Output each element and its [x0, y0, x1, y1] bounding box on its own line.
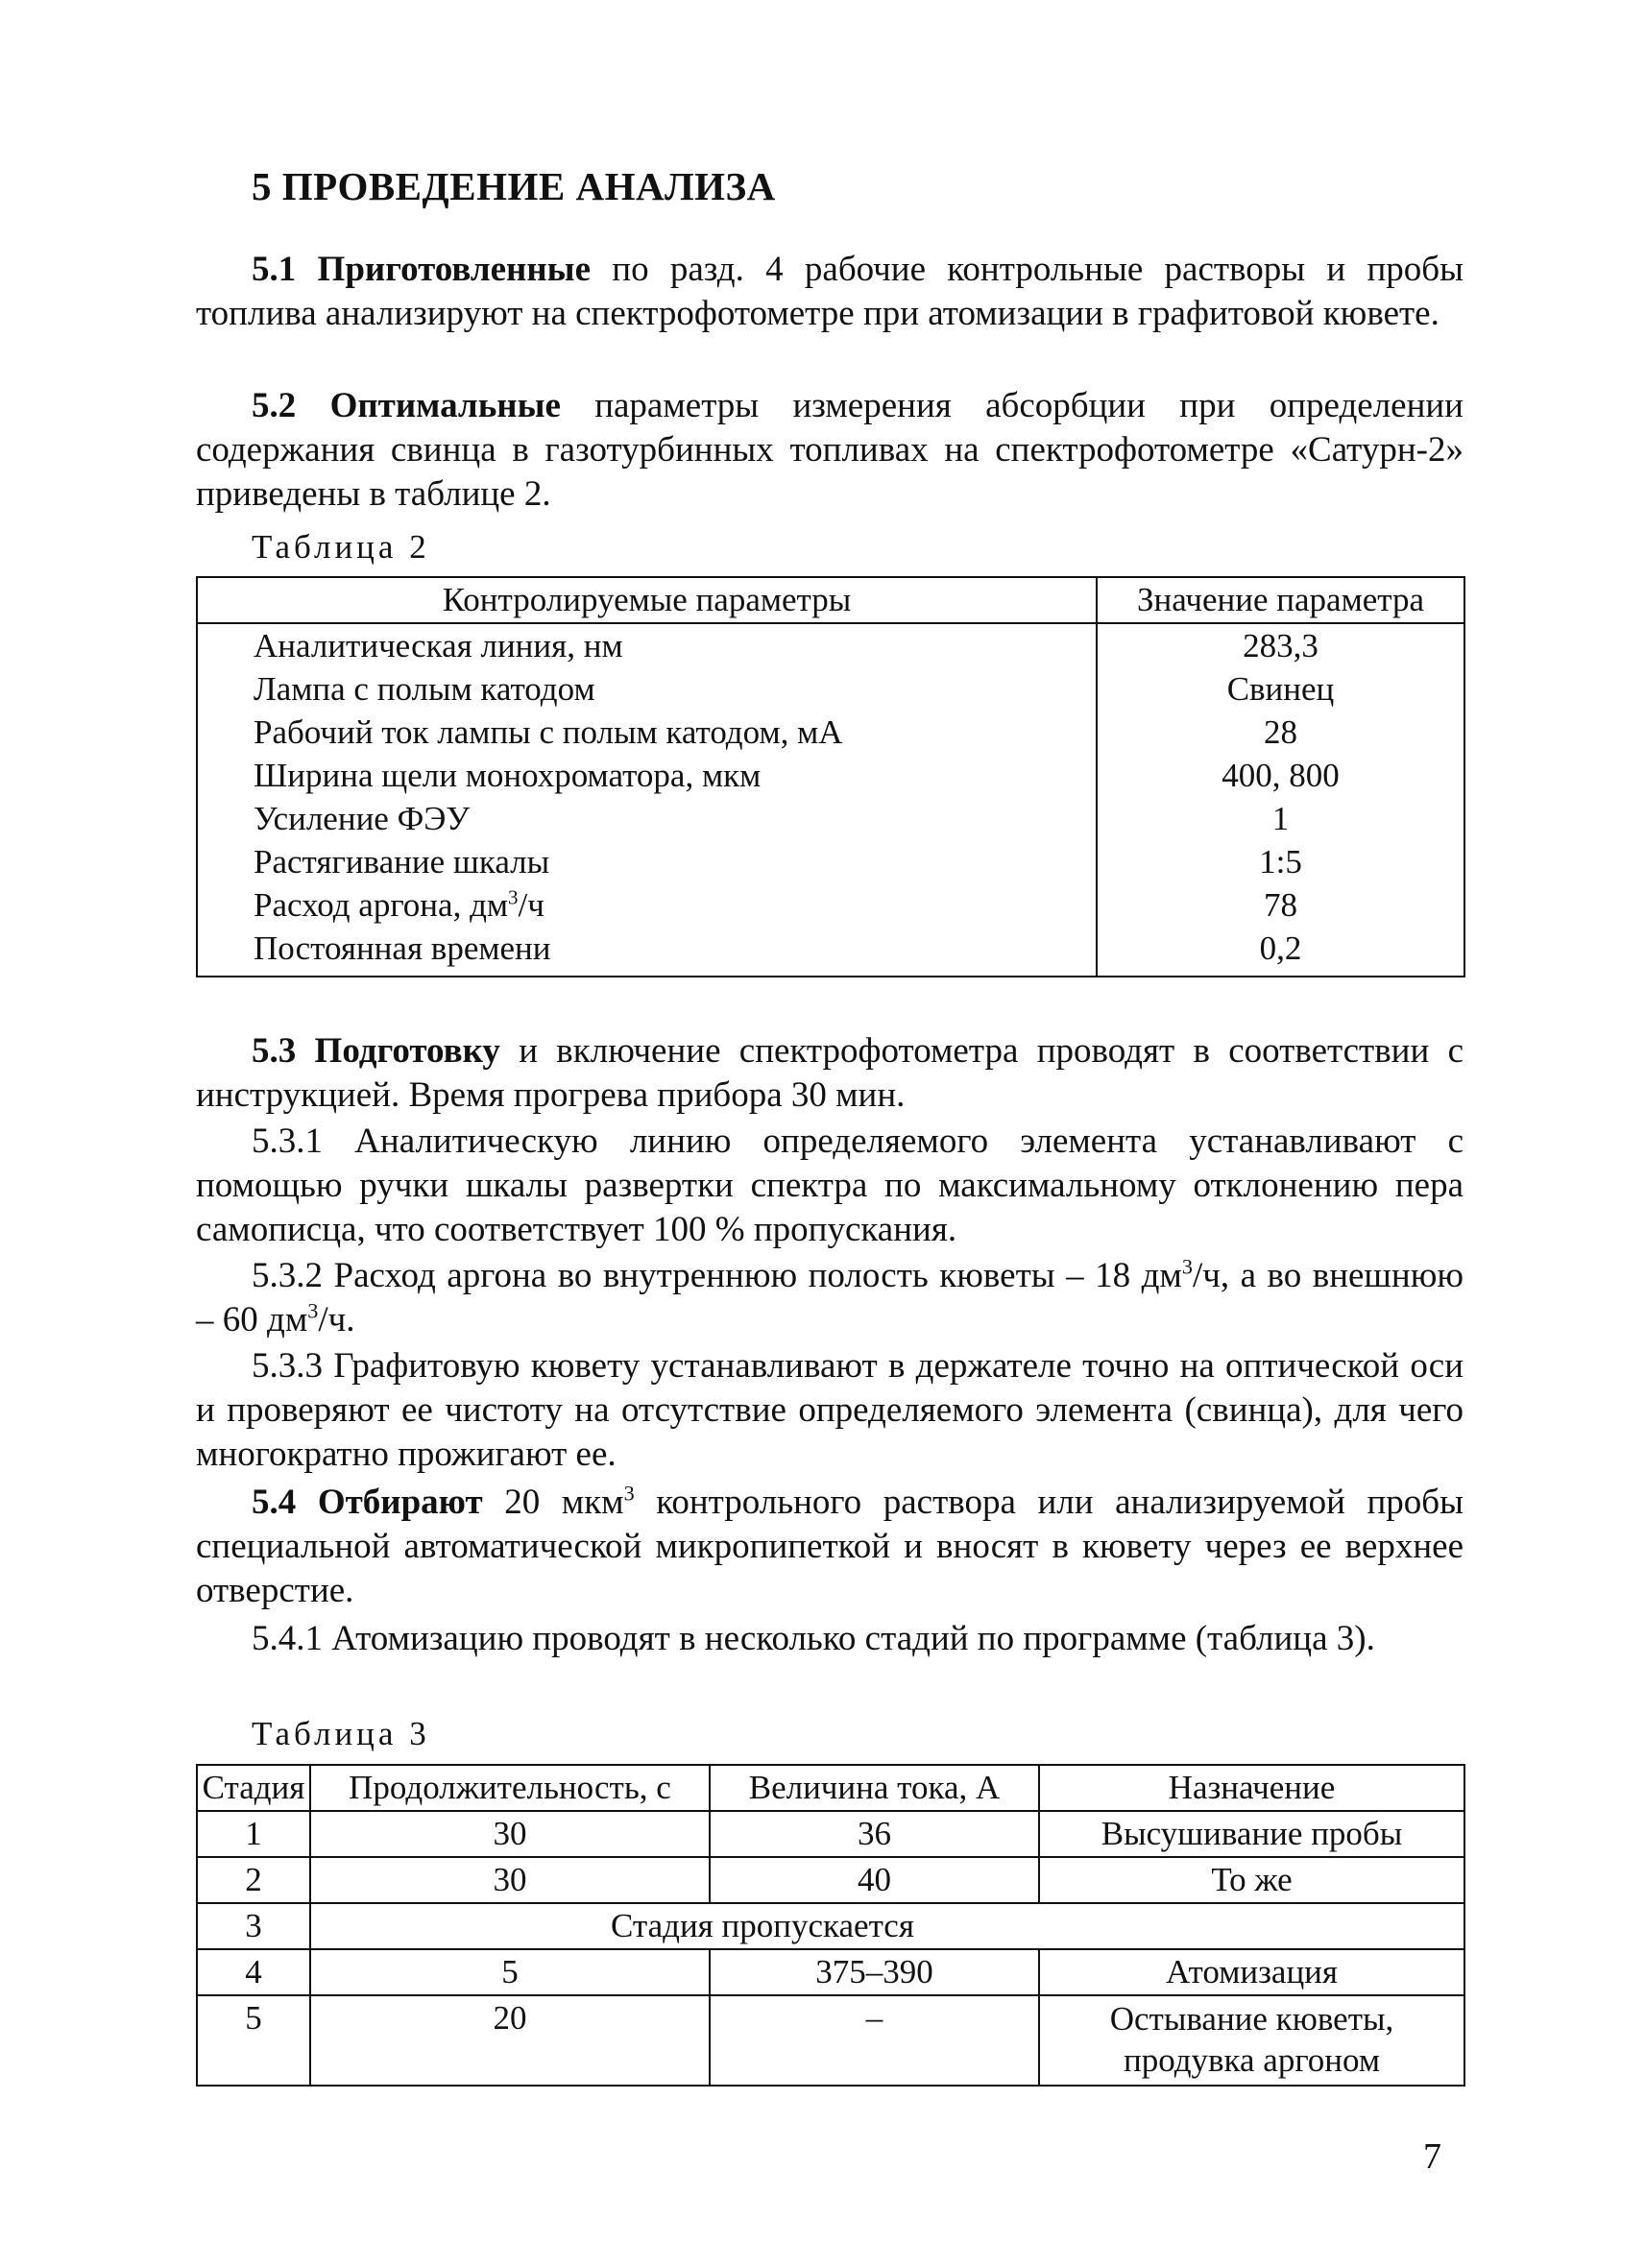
- purpose-cell: [1039, 1995, 1464, 2086]
- superscript: 3: [1181, 1254, 1193, 1279]
- paragraph-text: 5.3.3 Графитовую кювету устанавливают в держателе точно на оптической оси и проверяют ее чистоту на отсутствие определяемого элемента (свинца), для чего многократно прожигают ее.: [196, 1346, 1464, 1474]
- purpose-line: Остывание кюветы,: [1109, 2000, 1394, 2038]
- table-row: [197, 667, 1464, 711]
- stage-cell: 5: [197, 1995, 310, 2086]
- duration-cell: 30: [310, 1857, 710, 1903]
- table-row: [197, 883, 1464, 927]
- purpose-cell: То же: [1039, 1857, 1464, 1903]
- parameter-name: Рабочий ток лампы с полым катодом, мА: [197, 711, 1097, 754]
- table-row: [197, 927, 1464, 977]
- column-header-duration: Продолжительность, с: [310, 1765, 710, 1811]
- paragraph-text: параметры измерения абсорбции при определении содержания свинца в газотурбинных топливах на спектрофотометре «Сатурн-2» приведены в таблице 2.: [196, 386, 1464, 514]
- table-2-caption: Таблица 2: [252, 528, 430, 566]
- parameter-value: Свинец: [1226, 669, 1335, 708]
- table-row: [197, 1995, 1464, 2086]
- paragraph-text: по разд. 4 рабочие контрольные растворы и пробы топлива анализируют на спектрофотометре при атомизации в графитовой кювете.: [196, 250, 1464, 333]
- table-row: [197, 1903, 1464, 1949]
- parameter-value: 283,3: [1243, 626, 1318, 664]
- table-row: [197, 711, 1464, 754]
- parameter-value: 78: [1264, 885, 1297, 924]
- parameter-name: Усиление ФЭУ: [197, 797, 1097, 840]
- paragraph-lead: 5.2 Оптимальные: [252, 386, 561, 425]
- paragraph-lead: 5.1 Приготовленные: [252, 250, 591, 289]
- stage-cell: 3: [197, 1903, 310, 1949]
- stage-skipped-cell: Стадия пропускается: [310, 1903, 1464, 1949]
- page-number: 7: [1423, 2136, 1441, 2177]
- paragraph-5-3-2: [196, 1254, 1464, 1342]
- duration-cell: 5: [310, 1949, 710, 1995]
- paragraph-text: 5.4.1 Атомизацию проводят в несколько стадий по программе (таблица 3).: [252, 1619, 1375, 1658]
- parameter-value: 28: [1264, 712, 1297, 751]
- parameter-name-text: Расход аргона, дм: [254, 885, 509, 924]
- parameter-name-unit: /ч: [518, 885, 544, 924]
- paragraph-text: 20 мкм: [482, 1483, 624, 1522]
- duration-cell: 20: [310, 1995, 710, 2086]
- table-row: [197, 754, 1464, 797]
- atomization-stages-table: [196, 1764, 1465, 2087]
- current-cell: –: [710, 1995, 1039, 2086]
- paragraph-text: 5.3.1 Аналитическую линию определяемого элемента устанавливают с помощью ручки шкалы развертки спектра по максимальному отклонению пера самописца, что соответствует 100 % пропускания.: [196, 1122, 1464, 1249]
- parameter-name: [197, 883, 1097, 927]
- column-header-value: Значение параметра: [1097, 577, 1464, 623]
- parameters-table: [196, 576, 1465, 977]
- paragraph-5-3-3: [196, 1344, 1464, 1477]
- paragraph-5-3: [196, 1029, 1464, 1118]
- paragraph-text: контрольного раствора или анализируемой пробы специальной автоматической микропипеткой и вносят в кювету через ее верхнее отверстие.: [196, 1483, 1464, 1610]
- table-header-row: [197, 1765, 1464, 1811]
- stage-cell: 4: [197, 1949, 310, 1995]
- superscript: 3: [307, 1298, 319, 1323]
- purpose-cell: Высушивание пробы: [1039, 1811, 1464, 1857]
- parameter-name: Лампа с полым катодом: [197, 667, 1097, 711]
- paragraph-5-1: [196, 248, 1464, 336]
- parameter-name: Аналитическая линия, нм: [197, 623, 1097, 667]
- table-row: [197, 1949, 1464, 1995]
- paragraph-5-4-1: [196, 1617, 1464, 1661]
- duration-cell: 30: [310, 1811, 710, 1857]
- column-header-stage: Стадия: [197, 1765, 310, 1811]
- table-row: [197, 1857, 1464, 1903]
- parameter-value: 1:5: [1259, 842, 1302, 881]
- table-header-row: [197, 577, 1464, 623]
- paragraph-lead: 5.4 Отбирают: [252, 1483, 483, 1522]
- parameter-value: 400, 800: [1222, 756, 1340, 794]
- column-header-current: Величина тока, А: [710, 1765, 1039, 1811]
- parameter-value: 0,2: [1259, 929, 1302, 967]
- superscript: 3: [508, 884, 519, 908]
- paragraph-lead: 5.3 Подготовку: [252, 1031, 500, 1071]
- paragraph-text: /ч.: [318, 1300, 355, 1339]
- superscript: 3: [623, 1481, 635, 1506]
- section-heading: 5 ПРОВЕДЕНИЕ АНАЛИЗА: [252, 164, 776, 208]
- current-cell: 36: [710, 1811, 1039, 1857]
- table-row: [197, 840, 1464, 883]
- purpose-line: продувка аргоном: [1123, 2041, 1381, 2079]
- paragraph-text: 5.3.2 Расход аргона во внутреннюю полость кюветы – 18 дм: [252, 1256, 1182, 1295]
- paragraph-text: и включение спектрофотометра проводят в соответствии с инструкцией. Время прогрева прибора 30 мин.: [196, 1031, 1464, 1115]
- parameter-value: 1: [1271, 799, 1290, 837]
- table-row: [197, 1811, 1464, 1857]
- table-row: [197, 797, 1464, 840]
- paragraph-5-4: [196, 1481, 1464, 1613]
- stage-cell: 1: [197, 1811, 310, 1857]
- stage-cell: 2: [197, 1857, 310, 1903]
- parameter-name: Постоянная времени: [197, 927, 1097, 977]
- paragraph-text: /ч, а во внешнюю – 60 дм: [196, 1256, 1464, 1339]
- paragraph-5-2: [196, 384, 1464, 517]
- column-header-parameter: Контролируемые параметры: [197, 577, 1097, 623]
- table-3-caption: Таблица 3: [252, 1715, 430, 1752]
- parameter-name: Ширина щели монохроматора, мкм: [197, 754, 1097, 797]
- purpose-cell: Атомизация: [1039, 1949, 1464, 1995]
- parameter-name: Растягивание шкалы: [197, 840, 1097, 883]
- column-header-purpose: Назначение: [1039, 1765, 1464, 1811]
- current-cell: 375–390: [710, 1949, 1039, 1995]
- paragraph-5-3-1: [196, 1120, 1464, 1252]
- current-cell: 40: [710, 1857, 1039, 1903]
- table-row: [197, 623, 1464, 667]
